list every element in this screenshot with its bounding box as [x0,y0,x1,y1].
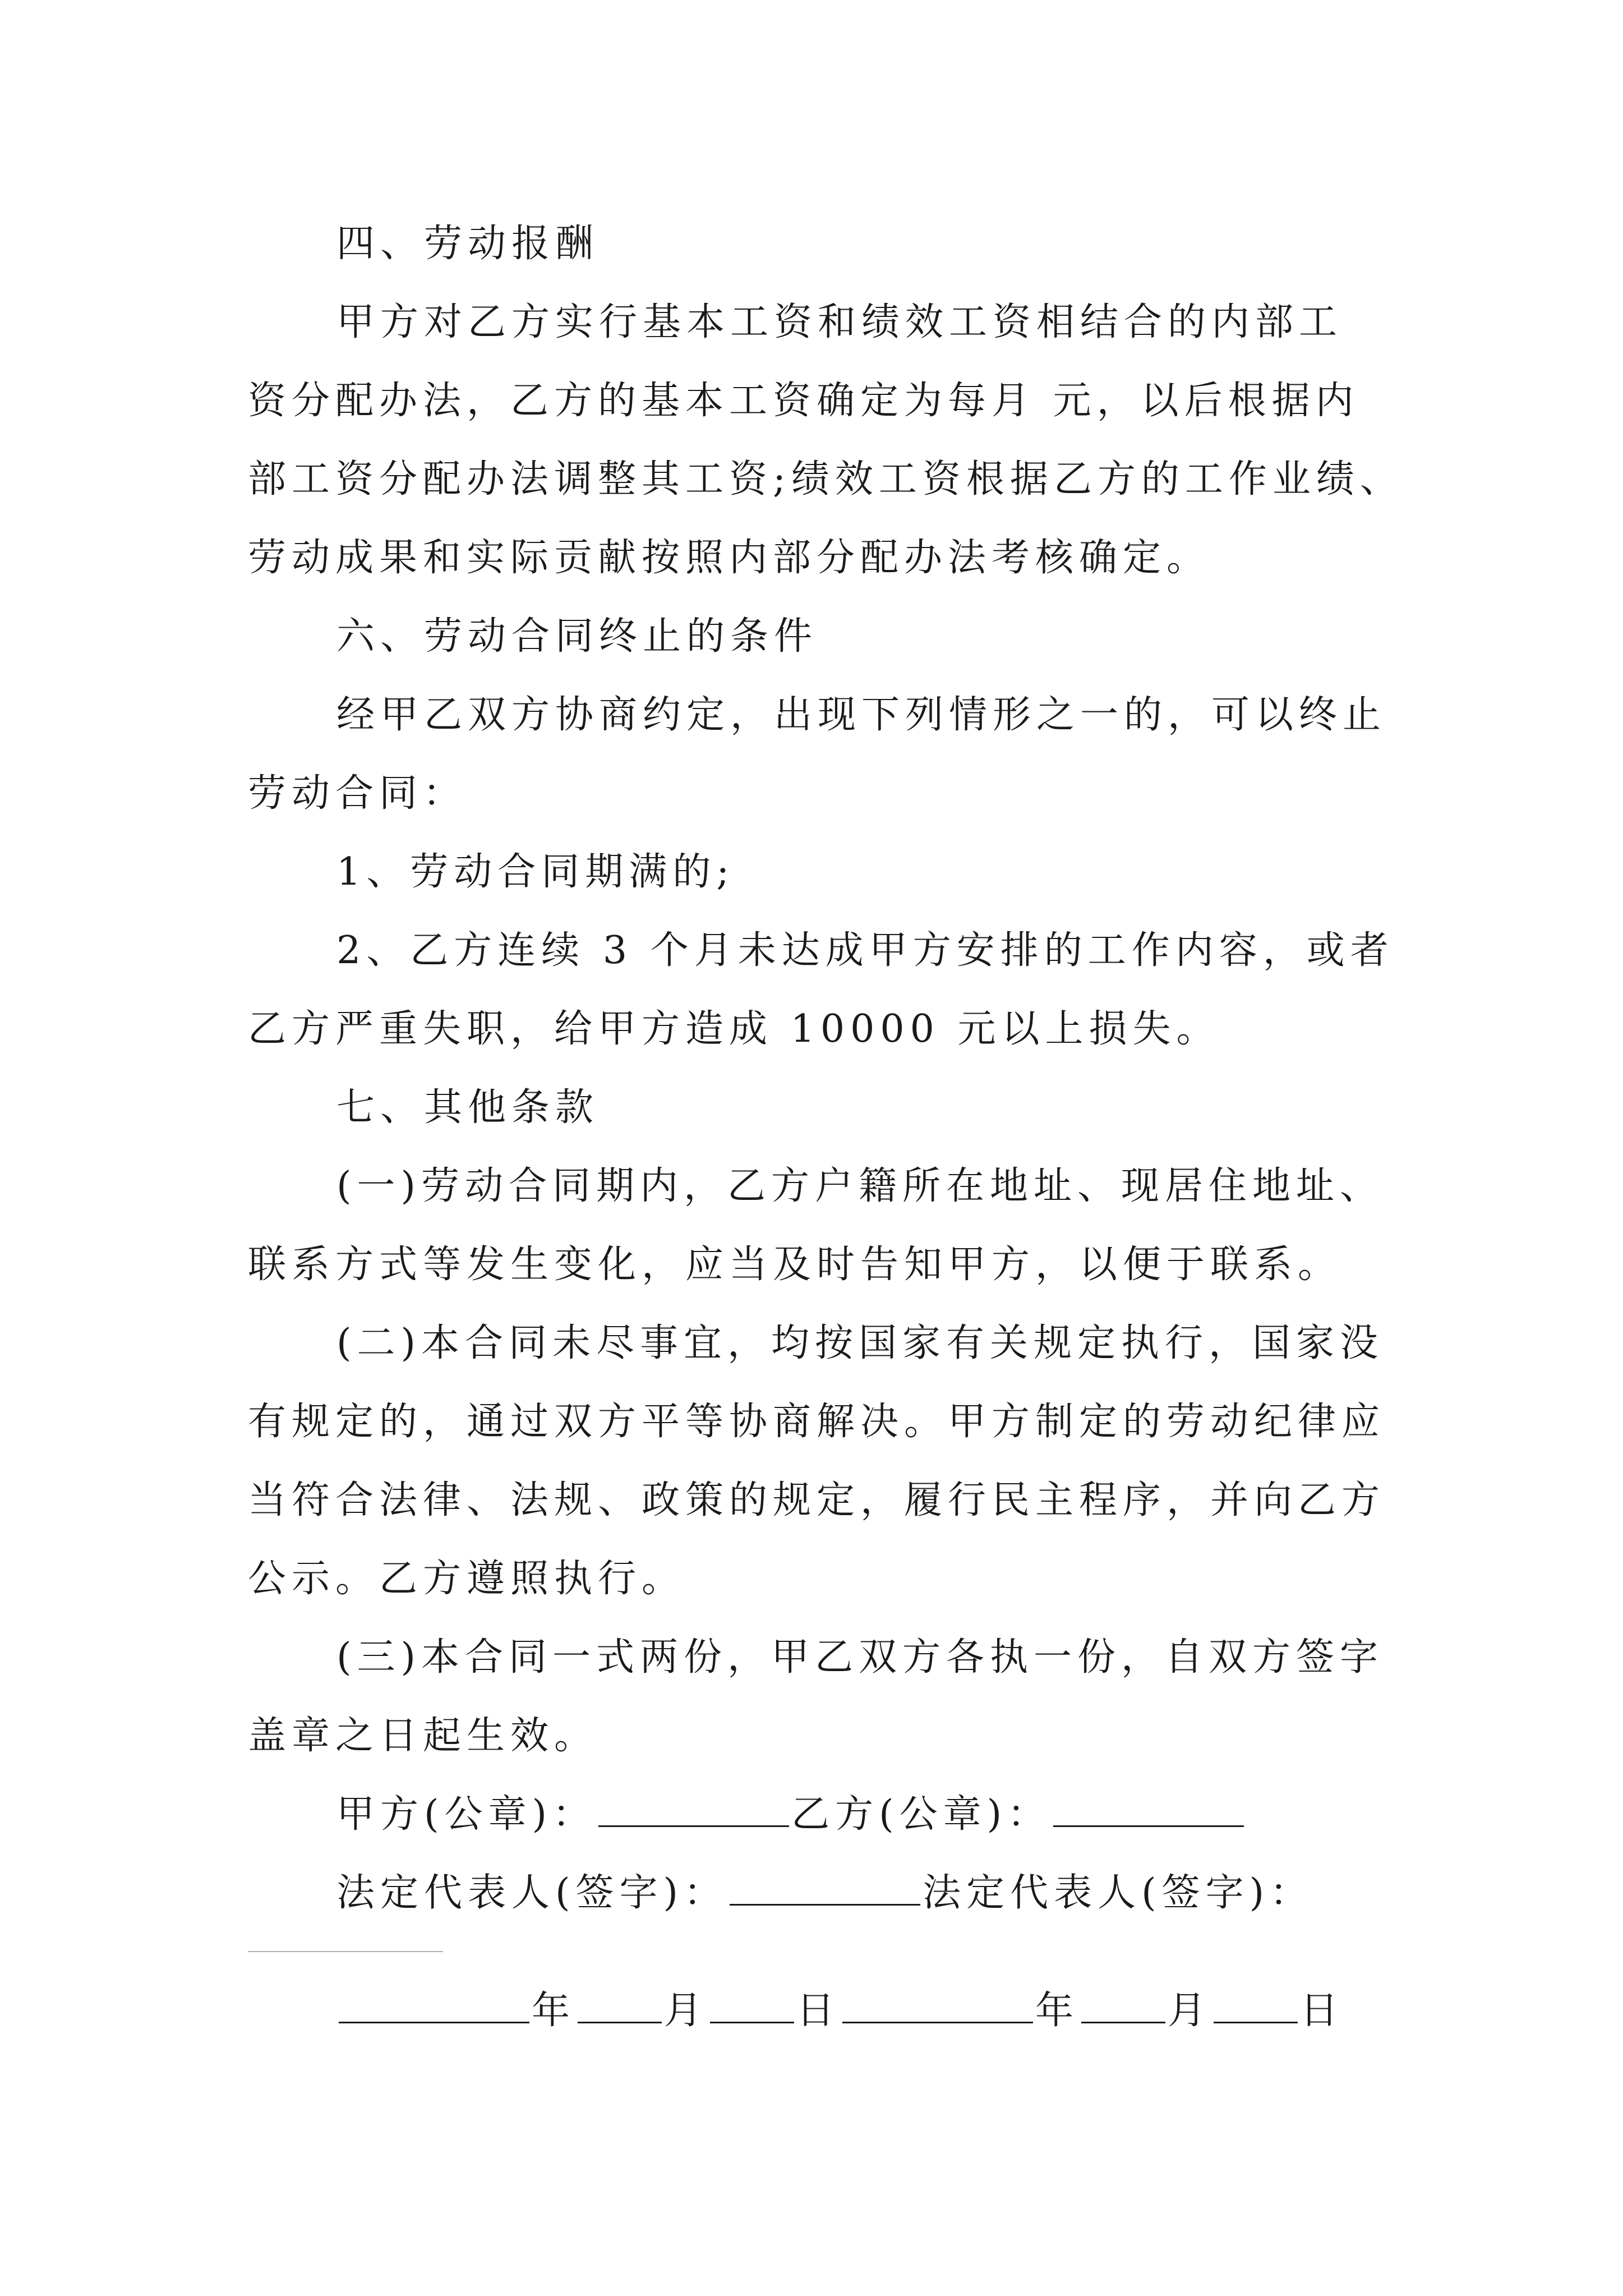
date-a-year-label: 年 [532,1989,576,2033]
section-6-heading: 六、劳动合同终止的条件 [336,614,818,659]
list-item: 2、乙方连续 3 个月未达成甲方安排的工作内容，或者 [336,928,1394,973]
date-line [336,1987,1344,2035]
list-item: 1、劳动合同期满的; [336,850,735,894]
paragraph-line: 有规定的，通过双方平等协商解决。甲方制定的劳动纪律应 [248,1400,1386,1444]
date-b-month-label: 月 [1168,1989,1212,2033]
seal-line [336,1791,1246,1839]
legal-rep-b-label: 法定代表人(签字)： [923,1871,1314,1915]
paragraph-line: 劳动合同： [248,771,467,816]
date-a-year-blank[interactable] [339,1989,529,2023]
date-a-month-blank[interactable] [578,1989,662,2023]
section-4-heading: 四、劳动报酬 [336,222,600,266]
clause-a: (一)劳动合同期内，乙方户籍所在地址、现居住地址、 [336,1164,1384,1208]
date-a-day-label: 日 [796,1989,841,2033]
party-b-seal-blank[interactable] [1053,1793,1244,1827]
legal-rep-b-blank[interactable] [248,1951,443,1952]
paragraph-line: 劳动成果和实际贡献按照内部分配办法考核确定。 [248,536,1211,580]
paragraph-line: 当符合法律、法规、政策的规定，履行民主程序，并向乙方 [248,1478,1386,1522]
paragraph-line: 资分配办法，乙方的基本工资确定为每月 元，以后根据内 [248,379,1359,423]
clause-c: (三)本合同一式两份，甲乙双方各执一份，自双方签字 [336,1635,1384,1680]
paragraph-line: 联系方式等发生变化，应当及时告知甲方，以便于联系。 [248,1243,1342,1287]
party-b-seal-label: 乙方(公章)： [791,1792,1052,1837]
party-a-seal-blank[interactable] [598,1793,789,1827]
legal-rep-a-label: 法定代表人(签字)： [336,1871,728,1915]
paragraph-line: 甲方对乙方实行基本工资和绩效工资相结合的内部工 [336,300,1343,344]
clause-b: (二)本合同未尽事宜，均按国家有关规定执行，国家没 [336,1321,1384,1365]
date-b-year-label: 年 [1035,1989,1080,2033]
date-a-day-blank[interactable] [710,1989,794,2023]
legal-rep-a-blank[interactable] [730,1871,920,1906]
date-b-day-blank[interactable] [1214,1989,1298,2023]
legal-rep-line [336,1869,1313,1917]
section-7-heading: 七、其他条款 [336,1085,600,1130]
paragraph-line: 经甲乙双方协商约定，出现下列情形之一的，可以终止 [336,693,1387,737]
date-a-month-label: 月 [664,1989,708,2033]
paragraph-line: 乙方严重失职，给甲方造成 10000 元以上损失。 [248,1007,1220,1051]
paragraph-line: 公示。乙方遵照执行。 [248,1557,686,1601]
paragraph-line: 部工资分配办法调整其工资;绩效工资根据乙方的工作业绩、 [248,457,1404,501]
date-b-year-blank[interactable] [842,1989,1033,2023]
party-a-seal-label: 甲方(公章)： [336,1792,597,1837]
date-b-month-blank[interactable] [1081,1989,1165,2023]
paragraph-line: 盖章之日起生效。 [248,1714,598,1758]
date-b-day-label: 日 [1300,1989,1344,2033]
